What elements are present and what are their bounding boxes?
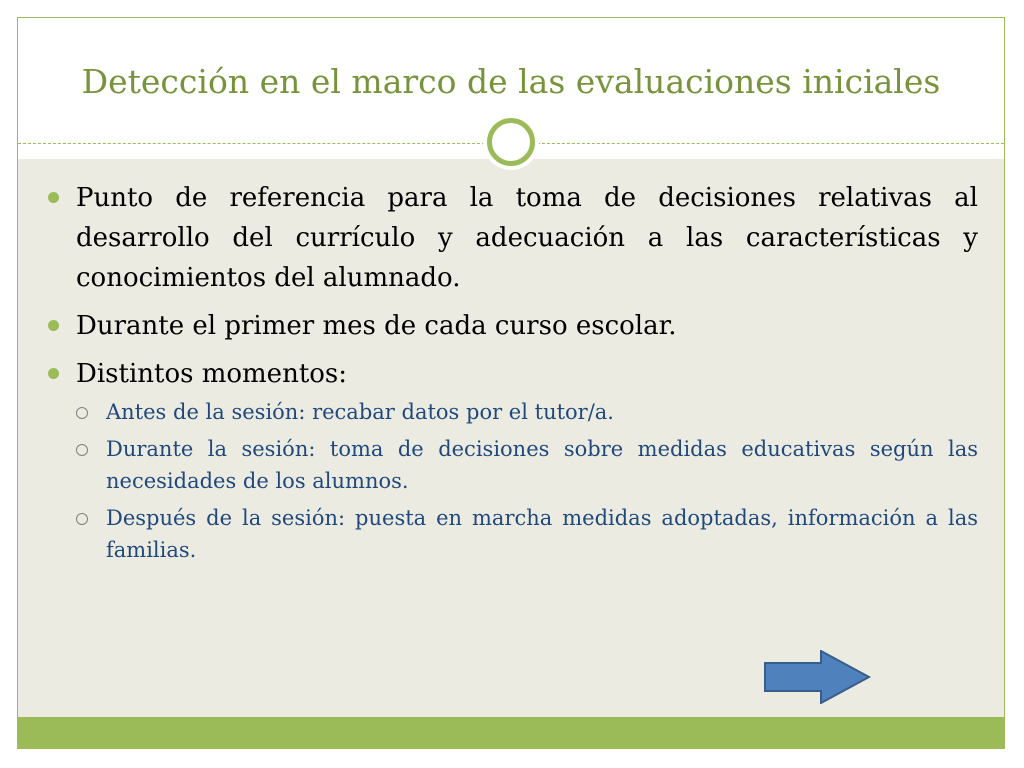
bullet-text: Distintos momentos: xyxy=(76,359,348,389)
bullet-item xyxy=(48,354,978,394)
sub-bullet-text: Después de la sesión: puesta en marcha medidas adoptadas, información a las familias. xyxy=(106,506,978,562)
circle-ring xyxy=(487,118,535,166)
sub-bullet-text: Antes de la sesión: recabar datos por el tutor/a. xyxy=(106,400,614,424)
next-slide-button[interactable] xyxy=(763,650,873,704)
footer-bar xyxy=(18,717,1004,749)
sub-bullet-list xyxy=(48,396,978,566)
hollow-circle-bullet-icon xyxy=(76,513,88,525)
sub-bullet-item xyxy=(48,396,978,428)
bullet-text: Punto de referencia para la toma de decisiones relativas al desarrollo del currículo y adecuación a las características y conocimientos del alumnado. xyxy=(76,183,978,293)
filled-circle-bullet-icon xyxy=(48,192,59,203)
bullet-item xyxy=(48,306,978,346)
bullet-list xyxy=(48,178,978,571)
right-arrow-icon xyxy=(763,650,873,704)
slide-title: Detección en el marco de las evaluaciones iniciales xyxy=(81,62,941,101)
bullet-item xyxy=(48,178,978,298)
filled-circle-bullet-icon xyxy=(48,368,59,379)
filled-circle-bullet-icon xyxy=(48,320,59,331)
sub-bullet-text: Durante la sesión: toma de decisiones sobre medidas educativas según las necesidades de los alumnos. xyxy=(106,437,978,493)
hollow-circle-bullet-icon xyxy=(76,444,88,456)
bullet-text: Durante el primer mes de cada curso escolar. xyxy=(76,311,677,341)
sub-bullet-group xyxy=(48,396,978,566)
hollow-circle-bullet-icon xyxy=(76,407,88,419)
slide xyxy=(17,17,1005,749)
circle-ring-icon xyxy=(483,114,539,170)
sub-bullet-item xyxy=(48,433,978,497)
sub-bullet-item xyxy=(48,502,978,566)
